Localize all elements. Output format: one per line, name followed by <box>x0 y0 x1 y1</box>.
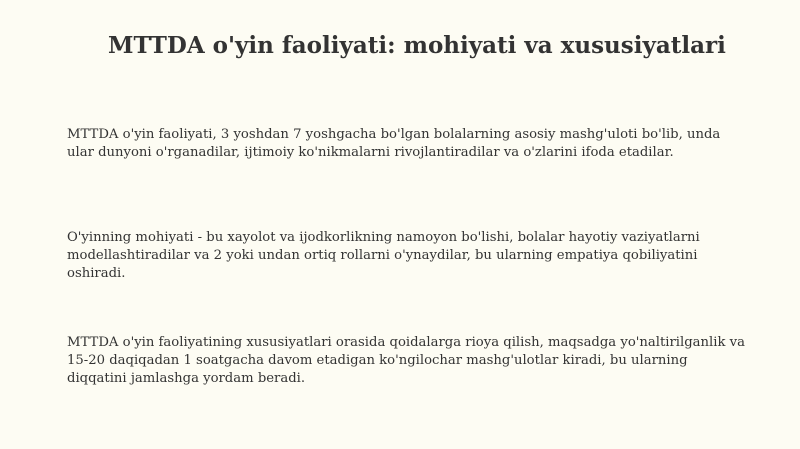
paragraph-essence: O'yinning mohiyati - bu xayolot va ijodkorlikning namoyon bo'lishi, bolalar hayotiy vaziyatlarni modellashtiradilar va 2 yoki undan ortiq rollarni o'ynaydilar, bu ularning empatiya qobiliyatini oshiradi. <box>67 230 700 281</box>
slide-title: MTTDA o'yin faoliyati: mohiyati va xususiyatlari <box>108 32 726 59</box>
paragraph-features: MTTDA o'yin faoliyatining xususiyatlari orasida qoidalarga rioya qilish, maqsadga yo'naltirilganlik va 15-20 daqiqadan 1 soatgacha davom etadigan ko'ngilochar mashg'ulotlar kiradi, bu ularning diqqatini jamlashga yordam beradi. <box>67 335 745 386</box>
paragraph-intro: MTTDA o'yin faoliyati, 3 yoshdan 7 yoshgacha bo'lgan bolalarning asosiy mashg'uloti bo'lib, unda ular dunyoni o'rganadilar, ijtimoiy ko'nikmalarni rivojlantiradilar va o'zlarini ifoda etadilar. <box>67 127 721 160</box>
